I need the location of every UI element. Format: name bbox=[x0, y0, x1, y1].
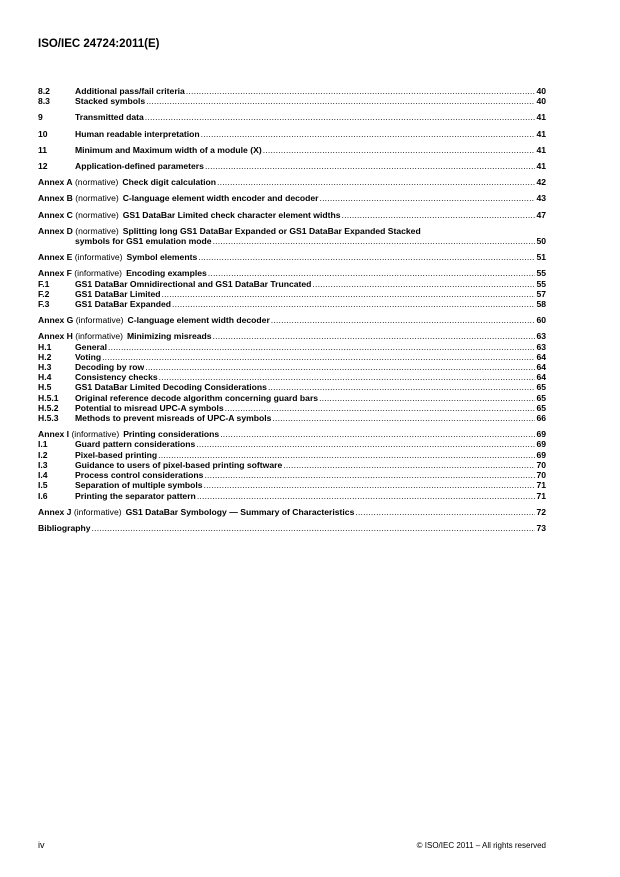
toc-number: F.2 bbox=[38, 288, 50, 299]
toc-page: 64 bbox=[536, 351, 546, 362]
toc-number: H.5.3 bbox=[38, 413, 59, 424]
toc-leader bbox=[204, 470, 535, 480]
toc-page: 65 bbox=[536, 382, 546, 393]
toc-entry-9[interactable] bbox=[38, 112, 546, 122]
annex-kind: (informative) bbox=[71, 429, 120, 440]
toc-number: H.5.2 bbox=[38, 402, 59, 413]
toc-title: Printing the separator pattern bbox=[75, 490, 196, 501]
toc-title: Minimizing misreads bbox=[127, 331, 212, 342]
toc-entry-h-5[interactable] bbox=[38, 382, 546, 392]
toc-leader bbox=[220, 429, 535, 439]
toc-entry-i-6[interactable] bbox=[38, 491, 546, 501]
toc-leader bbox=[205, 161, 536, 171]
toc-leader bbox=[217, 177, 535, 187]
toc-entry-annex-f[interactable] bbox=[38, 268, 546, 278]
toc-number: I.6 bbox=[38, 490, 48, 501]
annex-label: Annex G bbox=[38, 315, 74, 326]
annex-label: Annex H bbox=[38, 331, 73, 342]
toc-entry-annex-j[interactable] bbox=[38, 507, 546, 517]
toc-page: 65 bbox=[536, 392, 546, 403]
toc-entry-h-1[interactable] bbox=[38, 342, 546, 352]
toc-number: I.2 bbox=[38, 449, 48, 460]
toc-leader bbox=[342, 210, 536, 220]
annex-label: Annex J bbox=[38, 506, 72, 517]
toc-page: 70 bbox=[536, 459, 546, 470]
toc-number: H.5 bbox=[38, 382, 52, 393]
toc-page: 69 bbox=[536, 429, 546, 440]
toc-leader bbox=[172, 299, 535, 309]
toc-number: H.3 bbox=[38, 362, 52, 373]
toc-leader bbox=[213, 331, 536, 341]
toc-title: Pixel-based printing bbox=[75, 449, 158, 460]
annex-kind: (informative) bbox=[73, 506, 122, 517]
toc-title: GS1 DataBar Symbology — Summary of Characteristics bbox=[125, 506, 355, 517]
annex-label: Annex A bbox=[38, 177, 73, 188]
toc-title: Methods to prevent misreads of UPC-A symbols bbox=[75, 413, 272, 424]
toc-leader bbox=[161, 289, 535, 299]
toc-number: F.1 bbox=[38, 278, 50, 289]
annex-kind: (informative) bbox=[74, 268, 123, 279]
toc-page: 71 bbox=[536, 490, 546, 501]
toc-number: F.3 bbox=[38, 299, 50, 310]
toc-leader bbox=[283, 460, 535, 470]
toc-title-line2: symbols for GS1 emulation mode bbox=[75, 236, 212, 247]
toc-title: Additional pass/fail criteria bbox=[75, 86, 185, 96]
toc-number: I.1 bbox=[38, 439, 48, 450]
toc-entry-annex-g[interactable] bbox=[38, 315, 546, 325]
toc-leader bbox=[145, 112, 536, 122]
toc-entry-f-2[interactable] bbox=[38, 289, 546, 299]
toc-leader bbox=[158, 450, 535, 460]
toc-title: Process control considerations bbox=[75, 470, 204, 481]
toc-leader bbox=[159, 372, 536, 382]
toc-title: Transmitted data bbox=[75, 112, 144, 123]
toc-number: H.2 bbox=[38, 351, 52, 362]
toc-title: Human readable interpretation bbox=[75, 128, 200, 139]
toc-page: 69 bbox=[536, 439, 546, 450]
toc-entry-12[interactable] bbox=[38, 161, 546, 171]
toc-title: Bibliography bbox=[38, 522, 91, 533]
toc-page: 55 bbox=[536, 278, 546, 289]
toc-page: 70 bbox=[536, 470, 546, 481]
toc-title: Stacked symbols bbox=[75, 96, 146, 107]
toc-title: Printing considerations bbox=[123, 429, 220, 440]
toc-page: 73 bbox=[536, 522, 546, 533]
toc-number: I.4 bbox=[38, 470, 48, 481]
toc-number: 8.3 bbox=[38, 96, 50, 107]
toc-page: 40 bbox=[536, 86, 546, 96]
toc-title: Minimum and Maximum width of a module (X) bbox=[75, 144, 262, 155]
toc-title: Guard pattern considerations bbox=[75, 439, 196, 450]
toc-entry-f-3[interactable] bbox=[38, 299, 546, 309]
toc-title: Application-defined parameters bbox=[75, 161, 204, 172]
toc-title: Symbol elements bbox=[126, 252, 198, 263]
toc-number: 10 bbox=[38, 128, 48, 139]
toc-leader bbox=[108, 342, 535, 352]
toc-leader bbox=[272, 413, 535, 423]
toc-entry-i-5[interactable] bbox=[38, 480, 546, 490]
toc-number: I.5 bbox=[38, 480, 48, 491]
annex-kind: (normative) bbox=[75, 209, 119, 220]
toc-number: 12 bbox=[38, 161, 48, 172]
toc-entry-h-4[interactable] bbox=[38, 372, 546, 382]
toc-leader bbox=[201, 129, 536, 139]
toc-entry-f-1[interactable] bbox=[38, 279, 546, 289]
toc-title: Original reference decode algorithm concerning guard bars bbox=[75, 392, 319, 403]
toc-entry-h-2[interactable] bbox=[38, 352, 546, 362]
toc-leader bbox=[146, 96, 535, 106]
toc-leader bbox=[92, 523, 536, 533]
toc-entry-8-3[interactable] bbox=[38, 96, 546, 106]
toc-page: 63 bbox=[536, 331, 546, 342]
toc-entry-annex-h[interactable] bbox=[38, 331, 546, 341]
toc-page: 43 bbox=[536, 193, 546, 204]
annex-label: Annex C bbox=[38, 209, 73, 220]
toc-entry-annex-a[interactable] bbox=[38, 177, 546, 187]
toc-leader bbox=[186, 86, 536, 96]
toc-title-line1: Splitting long GS1 DataBar Expanded or GS1 DataBar Expanded Stacked bbox=[122, 225, 421, 236]
toc-title: C-language element width encoder and decoder bbox=[122, 193, 319, 204]
toc-page: 47 bbox=[536, 209, 546, 220]
toc-page: 58 bbox=[536, 299, 546, 310]
annex-kind: (informative) bbox=[75, 331, 124, 342]
toc-page: 72 bbox=[536, 506, 546, 517]
annex-kind: (informative) bbox=[75, 315, 124, 326]
toc-page: 65 bbox=[536, 402, 546, 413]
toc-leader bbox=[145, 362, 535, 372]
toc-page: 41 bbox=[536, 112, 546, 123]
toc-leader bbox=[196, 439, 535, 449]
toc-number: 9 bbox=[38, 112, 43, 123]
toc-title: GS1 DataBar Expanded bbox=[75, 299, 171, 310]
toc-page: 64 bbox=[536, 372, 546, 383]
toc-leader bbox=[271, 315, 536, 325]
toc-entry-annex-d-cont[interactable] bbox=[38, 236, 546, 246]
toc-entry-i-2[interactable] bbox=[38, 450, 546, 460]
toc-title: General bbox=[75, 341, 108, 352]
toc-title: Consistency checks bbox=[75, 372, 158, 383]
toc-number: H.1 bbox=[38, 341, 52, 352]
toc-page: 40 bbox=[536, 96, 546, 107]
document-header: ISO/IEC 24724:2011(E) bbox=[38, 38, 160, 50]
toc-page: 51 bbox=[536, 252, 546, 263]
toc-page: 41 bbox=[536, 161, 546, 172]
toc-entry-8-2[interactable] bbox=[38, 86, 546, 96]
toc-entry-annex-d[interactable] bbox=[38, 226, 546, 236]
toc-page: 64 bbox=[536, 362, 546, 373]
toc-number: H.4 bbox=[38, 372, 52, 383]
toc-leader bbox=[263, 145, 536, 155]
toc-entry-annex-i[interactable] bbox=[38, 429, 546, 439]
toc-title: Decoding by row bbox=[75, 362, 145, 373]
toc-leader bbox=[197, 491, 536, 501]
toc-entry-i-3[interactable] bbox=[38, 460, 546, 470]
toc-entry-i-4[interactable] bbox=[38, 470, 546, 480]
toc-page: 60 bbox=[536, 315, 546, 326]
toc-leader bbox=[355, 507, 535, 517]
toc-number: 11 bbox=[38, 144, 48, 155]
annex-label: Annex D bbox=[38, 225, 73, 236]
annex-label: Annex F bbox=[38, 268, 72, 279]
toc-title: Encoding examples bbox=[126, 268, 207, 279]
toc-leader bbox=[204, 480, 536, 490]
table-of-contents bbox=[38, 86, 546, 533]
toc-page: 42 bbox=[536, 177, 546, 188]
toc-title: Separation of multiple symbols bbox=[75, 480, 203, 491]
toc-page: 50 bbox=[536, 236, 546, 247]
toc-entry-h-3[interactable] bbox=[38, 362, 546, 372]
toc-number: I.3 bbox=[38, 459, 48, 470]
toc-title: Check digit calculation bbox=[122, 177, 217, 188]
copyright-notice: © ISO/IEC 2011 – All rights reserved bbox=[416, 841, 546, 850]
toc-page: 41 bbox=[536, 144, 546, 155]
toc-leader bbox=[312, 279, 535, 289]
toc-title: GS1 DataBar Omnidirectional and GS1 DataBar Truncated bbox=[75, 278, 312, 289]
toc-page: 57 bbox=[536, 288, 546, 299]
toc-title: GS1 DataBar Limited check character element widths bbox=[122, 209, 341, 220]
annex-kind: (normative) bbox=[74, 177, 119, 188]
toc-page: 55 bbox=[536, 268, 546, 279]
toc-entry-h-5-2[interactable] bbox=[38, 403, 546, 413]
toc-entry-h-5-3[interactable] bbox=[38, 413, 546, 423]
toc-entry-bibliography[interactable] bbox=[38, 523, 546, 533]
toc-leader bbox=[213, 236, 536, 246]
toc-page: 69 bbox=[536, 449, 546, 460]
toc-title: GS1 DataBar Limited Decoding Considerations bbox=[75, 382, 267, 393]
toc-entry-annex-b[interactable] bbox=[38, 193, 546, 203]
page-number: iv bbox=[38, 840, 45, 850]
toc-entry-i-1[interactable] bbox=[38, 439, 546, 449]
annex-label: Annex B bbox=[38, 193, 73, 204]
toc-page: 66 bbox=[536, 413, 546, 424]
toc-leader bbox=[208, 268, 536, 278]
toc-leader bbox=[320, 193, 536, 203]
annex-label: Annex E bbox=[38, 252, 73, 263]
toc-page: 41 bbox=[536, 128, 546, 139]
annex-kind: (informative) bbox=[74, 252, 123, 263]
toc-title: GS1 DataBar Limited bbox=[75, 288, 161, 299]
toc-number: 8.2 bbox=[38, 86, 50, 96]
toc-entry-annex-c[interactable] bbox=[38, 210, 546, 220]
toc-entry-11[interactable] bbox=[38, 145, 546, 155]
toc-entry-h-5-1[interactable] bbox=[38, 393, 546, 403]
toc-title: Voting bbox=[75, 351, 102, 362]
toc-page: 63 bbox=[536, 341, 546, 352]
toc-leader bbox=[198, 252, 535, 262]
toc-entry-10[interactable] bbox=[38, 129, 546, 139]
toc-page: 71 bbox=[536, 480, 546, 491]
toc-leader bbox=[102, 352, 535, 362]
toc-leader bbox=[319, 393, 535, 403]
toc-title: Potential to misread UPC-A symbols bbox=[75, 402, 224, 413]
toc-leader bbox=[268, 382, 535, 392]
toc-leader bbox=[225, 403, 536, 413]
toc-title: Guidance to users of pixel-based printing software bbox=[75, 459, 283, 470]
annex-kind: (normative) bbox=[75, 193, 119, 204]
toc-title: C-language element width decoder bbox=[127, 315, 270, 326]
toc-number: H.5.1 bbox=[38, 392, 59, 403]
annex-label: Annex I bbox=[38, 429, 70, 440]
annex-kind: (normative) bbox=[75, 225, 119, 236]
toc-entry-annex-e[interactable] bbox=[38, 252, 546, 262]
